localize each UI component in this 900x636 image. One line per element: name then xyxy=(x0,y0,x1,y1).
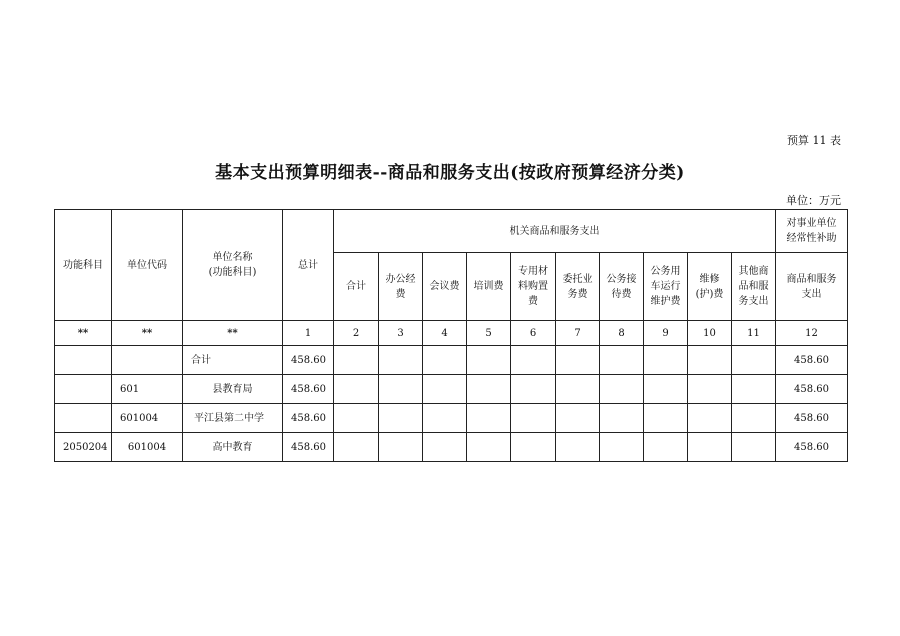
gov-expense-cell xyxy=(467,375,511,404)
header-gov-goods-services: 机关商品和服务支出 xyxy=(334,210,776,253)
index-cell: ** xyxy=(183,321,283,346)
subheader-cell-line: 务费 xyxy=(567,288,588,300)
func-subject-cell xyxy=(55,375,112,404)
subheader-cell xyxy=(467,253,511,321)
gov-expense-cell xyxy=(511,375,556,404)
index-cell: 8 xyxy=(600,321,644,346)
header-subsidy-line2: 经常性补助 xyxy=(786,233,837,244)
subheader-cell-line: 维修 xyxy=(699,273,720,285)
index-cell: 6 xyxy=(511,321,556,346)
subheader-cell-line: 公务接 xyxy=(606,273,637,285)
header-total: 总计 xyxy=(283,210,334,321)
subheader-goods-services-line: 支出 xyxy=(801,288,822,300)
subheader-cell-line: 务支出 xyxy=(738,296,769,307)
table-row xyxy=(55,404,848,433)
gov-expense-cell xyxy=(556,433,600,462)
gov-expense-cell xyxy=(732,375,776,404)
subheader-cell-line: 维护费 xyxy=(650,296,681,307)
table-row xyxy=(55,375,848,404)
subheader-cell-line: 品和服 xyxy=(738,281,769,292)
subheader-cell xyxy=(600,253,644,321)
subheader-cell-line: 车运行 xyxy=(650,281,681,292)
table-row xyxy=(55,346,848,375)
gov-expense-cell xyxy=(379,433,423,462)
subheader-cell xyxy=(688,253,732,321)
header-func-subject: 功能科目 xyxy=(55,210,112,321)
unit-code-cell xyxy=(112,346,183,375)
func-subject-cell xyxy=(55,346,112,375)
table-row xyxy=(55,433,848,462)
subheader-cell-line: 费 xyxy=(395,288,406,300)
header-unit-name-line2: (功能科目) xyxy=(208,267,257,278)
index-cell: 5 xyxy=(467,321,511,346)
gov-expense-cell xyxy=(556,375,600,404)
subheader-cell xyxy=(732,253,776,321)
subheader-goods-services-line: 商品和服务 xyxy=(786,273,837,285)
index-cell: ** xyxy=(55,321,112,346)
index-cell: ** xyxy=(112,321,183,346)
gov-expense-cell xyxy=(600,346,644,375)
gov-expense-cell xyxy=(334,404,379,433)
gov-expense-cell xyxy=(423,404,467,433)
gov-expense-cell xyxy=(644,433,688,462)
unit-name-cell: 高中教育 xyxy=(183,433,283,462)
unit-name-cell: 平江县第二中学 xyxy=(183,404,283,433)
gov-expense-cell xyxy=(688,346,732,375)
index-cell: 3 xyxy=(379,321,423,346)
subheader-cell-line: 料购置 xyxy=(518,281,548,292)
subheader-cell-line: 办公经 xyxy=(385,273,416,285)
gov-expense-cell xyxy=(644,404,688,433)
header-subsidy-line1: 对事业单位 xyxy=(786,218,837,229)
index-cell: 9 xyxy=(644,321,688,346)
unit-name-cell: 县教育局 xyxy=(183,375,283,404)
index-cell: 2 xyxy=(334,321,379,346)
total-cell: 458.60 xyxy=(283,433,334,462)
budget-table xyxy=(54,209,848,462)
index-cell: 1 xyxy=(283,321,334,346)
subheader-cell xyxy=(644,253,688,321)
subsidy-cell: 458.60 xyxy=(776,375,848,404)
subheader-cell xyxy=(334,253,379,321)
subheader-cell xyxy=(379,253,423,321)
header-unit-code: 单位代码 xyxy=(112,210,183,321)
header-unit-name xyxy=(183,210,283,321)
subsidy-cell: 458.60 xyxy=(776,346,848,375)
total-cell: 458.60 xyxy=(283,404,334,433)
subheader-cell xyxy=(511,253,556,321)
gov-expense-cell xyxy=(732,433,776,462)
subheader-cell-line: 待费 xyxy=(611,288,632,300)
gov-expense-cell xyxy=(732,346,776,375)
gov-expense-cell xyxy=(467,346,511,375)
subsidy-cell: 458.60 xyxy=(776,433,848,462)
gov-expense-cell xyxy=(379,346,423,375)
unit-code-cell: 601 xyxy=(112,375,183,404)
gov-expense-cell xyxy=(423,433,467,462)
subheader-cell-line: (护)费 xyxy=(695,288,724,300)
total-cell: 458.60 xyxy=(283,346,334,375)
gov-expense-cell xyxy=(467,404,511,433)
subheader-cell-line: 会议费 xyxy=(429,281,460,292)
index-cell: 12 xyxy=(776,321,848,346)
subheader-cell-line: 费 xyxy=(528,296,538,307)
gov-expense-cell xyxy=(511,404,556,433)
subheader-cell-line: 培训费 xyxy=(473,281,504,292)
subheader-cell-line: 专用材 xyxy=(518,266,548,277)
gov-expense-cell xyxy=(334,346,379,375)
total-cell: 458.60 xyxy=(283,375,334,404)
gov-expense-cell xyxy=(600,433,644,462)
unit-code-cell: 601004 xyxy=(112,404,183,433)
subheader-cell-line: 其他商 xyxy=(738,266,769,277)
index-cell: 10 xyxy=(688,321,732,346)
gov-expense-cell xyxy=(688,433,732,462)
subheader-cell-line: 公务用 xyxy=(650,266,681,277)
subsidy-cell: 458.60 xyxy=(776,404,848,433)
gov-expense-cell xyxy=(334,375,379,404)
gov-expense-cell xyxy=(511,433,556,462)
gov-expense-cell xyxy=(644,346,688,375)
gov-expense-cell xyxy=(556,404,600,433)
subheader-goods-services xyxy=(776,253,848,321)
gov-expense-cell xyxy=(644,375,688,404)
gov-expense-cell xyxy=(732,404,776,433)
unit-code-cell: 601004 xyxy=(112,433,183,462)
gov-expense-cell xyxy=(511,346,556,375)
gov-expense-cell xyxy=(556,346,600,375)
header-unit-name-line1: 单位名称 xyxy=(212,252,253,263)
header-institution-subsidy xyxy=(776,210,848,253)
index-cell: 7 xyxy=(556,321,600,346)
gov-expense-cell xyxy=(600,375,644,404)
gov-expense-cell xyxy=(334,433,379,462)
gov-expense-cell xyxy=(467,433,511,462)
gov-expense-cell xyxy=(423,346,467,375)
gov-expense-cell xyxy=(600,404,644,433)
gov-expense-cell xyxy=(688,404,732,433)
subheader-cell xyxy=(423,253,467,321)
page-title: 基本支出预算明细表--商品和服务支出(按政府预算经济分类) xyxy=(215,163,685,183)
subheader-cell-line: 委托业 xyxy=(562,273,593,285)
subheader-cell-line: 合计 xyxy=(346,281,366,292)
subheader-cell xyxy=(556,253,600,321)
index-cell: 11 xyxy=(732,321,776,346)
unit-label: 单位：万元 xyxy=(786,194,841,207)
func-subject-cell xyxy=(55,404,112,433)
gov-expense-cell xyxy=(688,375,732,404)
index-cell: 4 xyxy=(423,321,467,346)
func-subject-cell: 2050204 xyxy=(55,433,112,462)
gov-expense-cell xyxy=(379,404,423,433)
form-number: 预算 11 表 xyxy=(787,134,841,147)
gov-expense-cell xyxy=(379,375,423,404)
unit-name-cell: 合计 xyxy=(183,346,283,375)
gov-expense-cell xyxy=(423,375,467,404)
